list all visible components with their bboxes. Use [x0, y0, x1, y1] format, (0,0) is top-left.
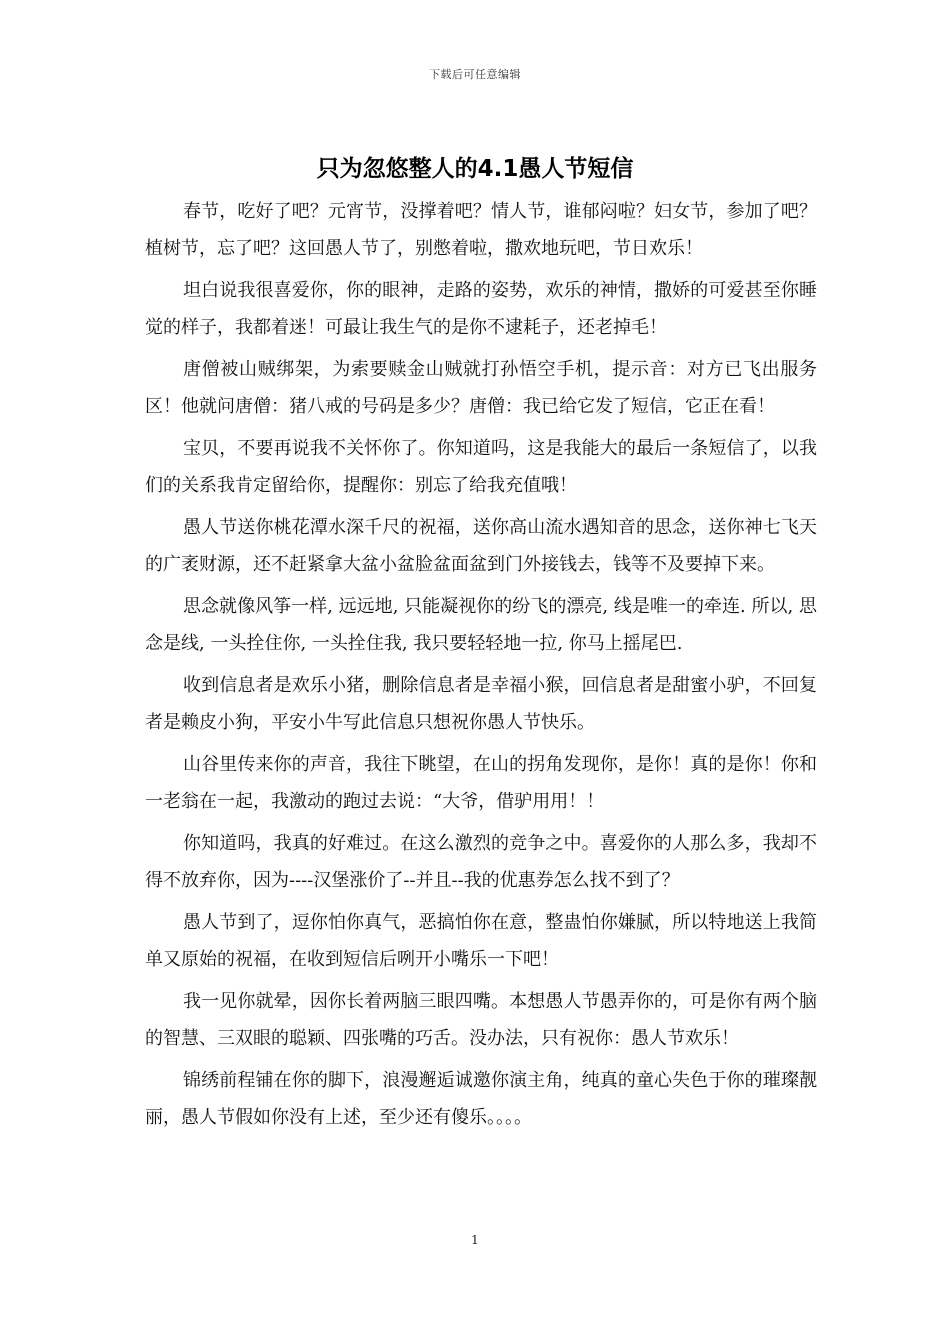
paragraph: 我一见你就晕，因你长着两脑三眼四嘴。本想愚人节愚弄你的，可是你有两个脑的智慧、三双眼的聪颖、四张嘴的巧舌。没办法，只有祝你：愚人节欢乐！ [145, 991, 817, 1049]
paragraph: 愚人节到了，逗你怕你真气，恶搞怕你在意，整蛊怕你嫌腻，所以特地送上我简单又原始的祝福，在收到短信后咧开小嘴乐一下吧！ [145, 912, 817, 970]
document-body [145, 193, 817, 1141]
paragraph: 收到信息者是欢乐小猪，删除信息者是幸福小猴，回信息者是甜蜜小驴，不回复者是赖皮小狗，平安小牛写此信息只想祝你愚人节快乐。 [145, 675, 817, 733]
paragraph: 宝贝，不要再说我不关怀你了。你知道吗，这是我能大的最后一条短信了，以我们的关系我肯定留给你，提醒你：别忘了给我充值哦！ [145, 438, 817, 496]
paragraph: 坦白说我很喜爱你，你的眼神，走路的姿势，欢乐的神情，撒娇的可爱甚至你睡觉的样子，我都着迷！可最让我生气的是你不逮耗子，还老掉毛！ [145, 280, 817, 338]
page-number: 1 [471, 1233, 479, 1247]
paragraph: 思念就像风筝一样, 远远地, 只能凝视你的纷飞的漂亮, 线是唯一的牵连. 所以, 思念是线, 一头拴住你, 一头拴住我, 我只要轻轻地一拉, 你马上摇尾巴. [145, 596, 817, 654]
paragraph: 春节，吃好了吧？元宵节，没撑着吧？情人节，谁郁闷啦？妇女节，参加了吧？植树节，忘了吧？这回愚人节了，别憋着啦，撒欢地玩吧，节日欢乐！ [145, 201, 817, 259]
paragraph: 唐僧被山贼绑架，为索要赎金山贼就打孙悟空手机，提示音：对方已飞出服务区！他就问唐僧：猪八戒的号码是多少？唐僧：我已给它发了短信，它正在看！ [145, 359, 817, 417]
paragraph: 愚人节送你桃花潭水深千尺的祝福，送你高山流水遇知音的思念，送你神七飞天的广袤财源，还不赶紧拿大盆小盆脸盆面盆到门外接钱去，钱等不及要掉下来。 [145, 517, 817, 575]
page-title: 只为忽悠整人的4.1愚人节短信 [316, 156, 634, 182]
paragraph: 锦绣前程铺在你的脚下，浪漫邂逅诚邀你演主角，纯真的童心失色于你的璀璨靓丽，愚人节假如你没有上述，至少还有傻乐。。。。 [145, 1070, 817, 1128]
header-note: 下载后可任意编辑 [429, 68, 521, 81]
paragraph: 山谷里传来你的声音，我往下眺望，在山的拐角发现你，是你！真的是你！你和一老翁在一起，我激动的跑过去说：“大爷，借驴用用！！ [145, 754, 817, 812]
paragraph: 你知道吗，我真的好难过。在这么激烈的竞争之中。喜爱你的人那么多，我却不得不放弃你，因为----汉堡涨价了--并且--我的优惠券怎么找不到了？ [145, 833, 817, 891]
